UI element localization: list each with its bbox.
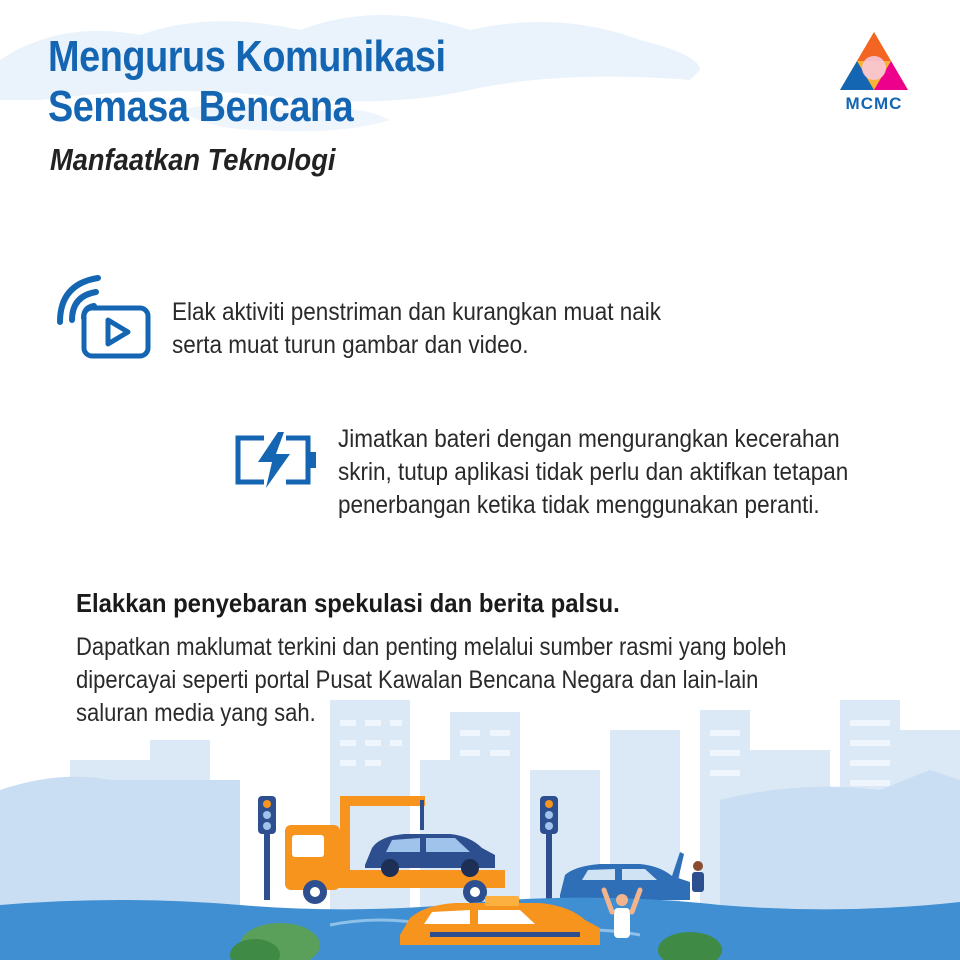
notice-heading: Elakkan penyebaran spekulasi dan berita palsu.	[76, 588, 620, 618]
tip-line: penerbangan ketika tidak menggunakan peranti.	[338, 491, 820, 519]
tip-battery	[338, 423, 848, 522]
logo-text: MCMC	[845, 94, 903, 113]
title-line: Semasa Bencana	[48, 82, 354, 131]
mcmc-logo	[822, 28, 926, 120]
tip-line: Elak aktiviti penstriman dan kurangkan muat naik	[172, 298, 662, 326]
mcmc-triangle-logo	[822, 28, 926, 94]
title-line: Mengurus Komunikasi	[48, 32, 446, 81]
notice-line: Dapatkan maklumat terkini dan penting melalui sumber rasmi yang boleh	[76, 633, 787, 661]
battery-charging-icon	[230, 430, 322, 490]
notice-line: dipercayai seperti portal Pusat Kawalan Bencana Negara dan lain-lain	[76, 666, 759, 694]
tip-line: Jimatkan bateri dengan mengurangkan kecerahan	[338, 425, 840, 453]
page-title	[48, 32, 446, 132]
page-subtitle: Manfaatkan Teknologi	[50, 142, 336, 177]
tip-streaming	[172, 296, 661, 362]
person-by-car	[692, 861, 704, 892]
notice-line: saluran media yang sah.	[76, 699, 316, 727]
tip-line: serta muat turun gambar dan video.	[172, 331, 529, 359]
tip-line: skrin, tutup aplikasi tidak perlu dan aktifkan tetapan	[338, 458, 849, 486]
wifi-video-icon	[50, 270, 154, 362]
notice-body	[76, 631, 786, 730]
traffic-light-left	[258, 796, 276, 900]
